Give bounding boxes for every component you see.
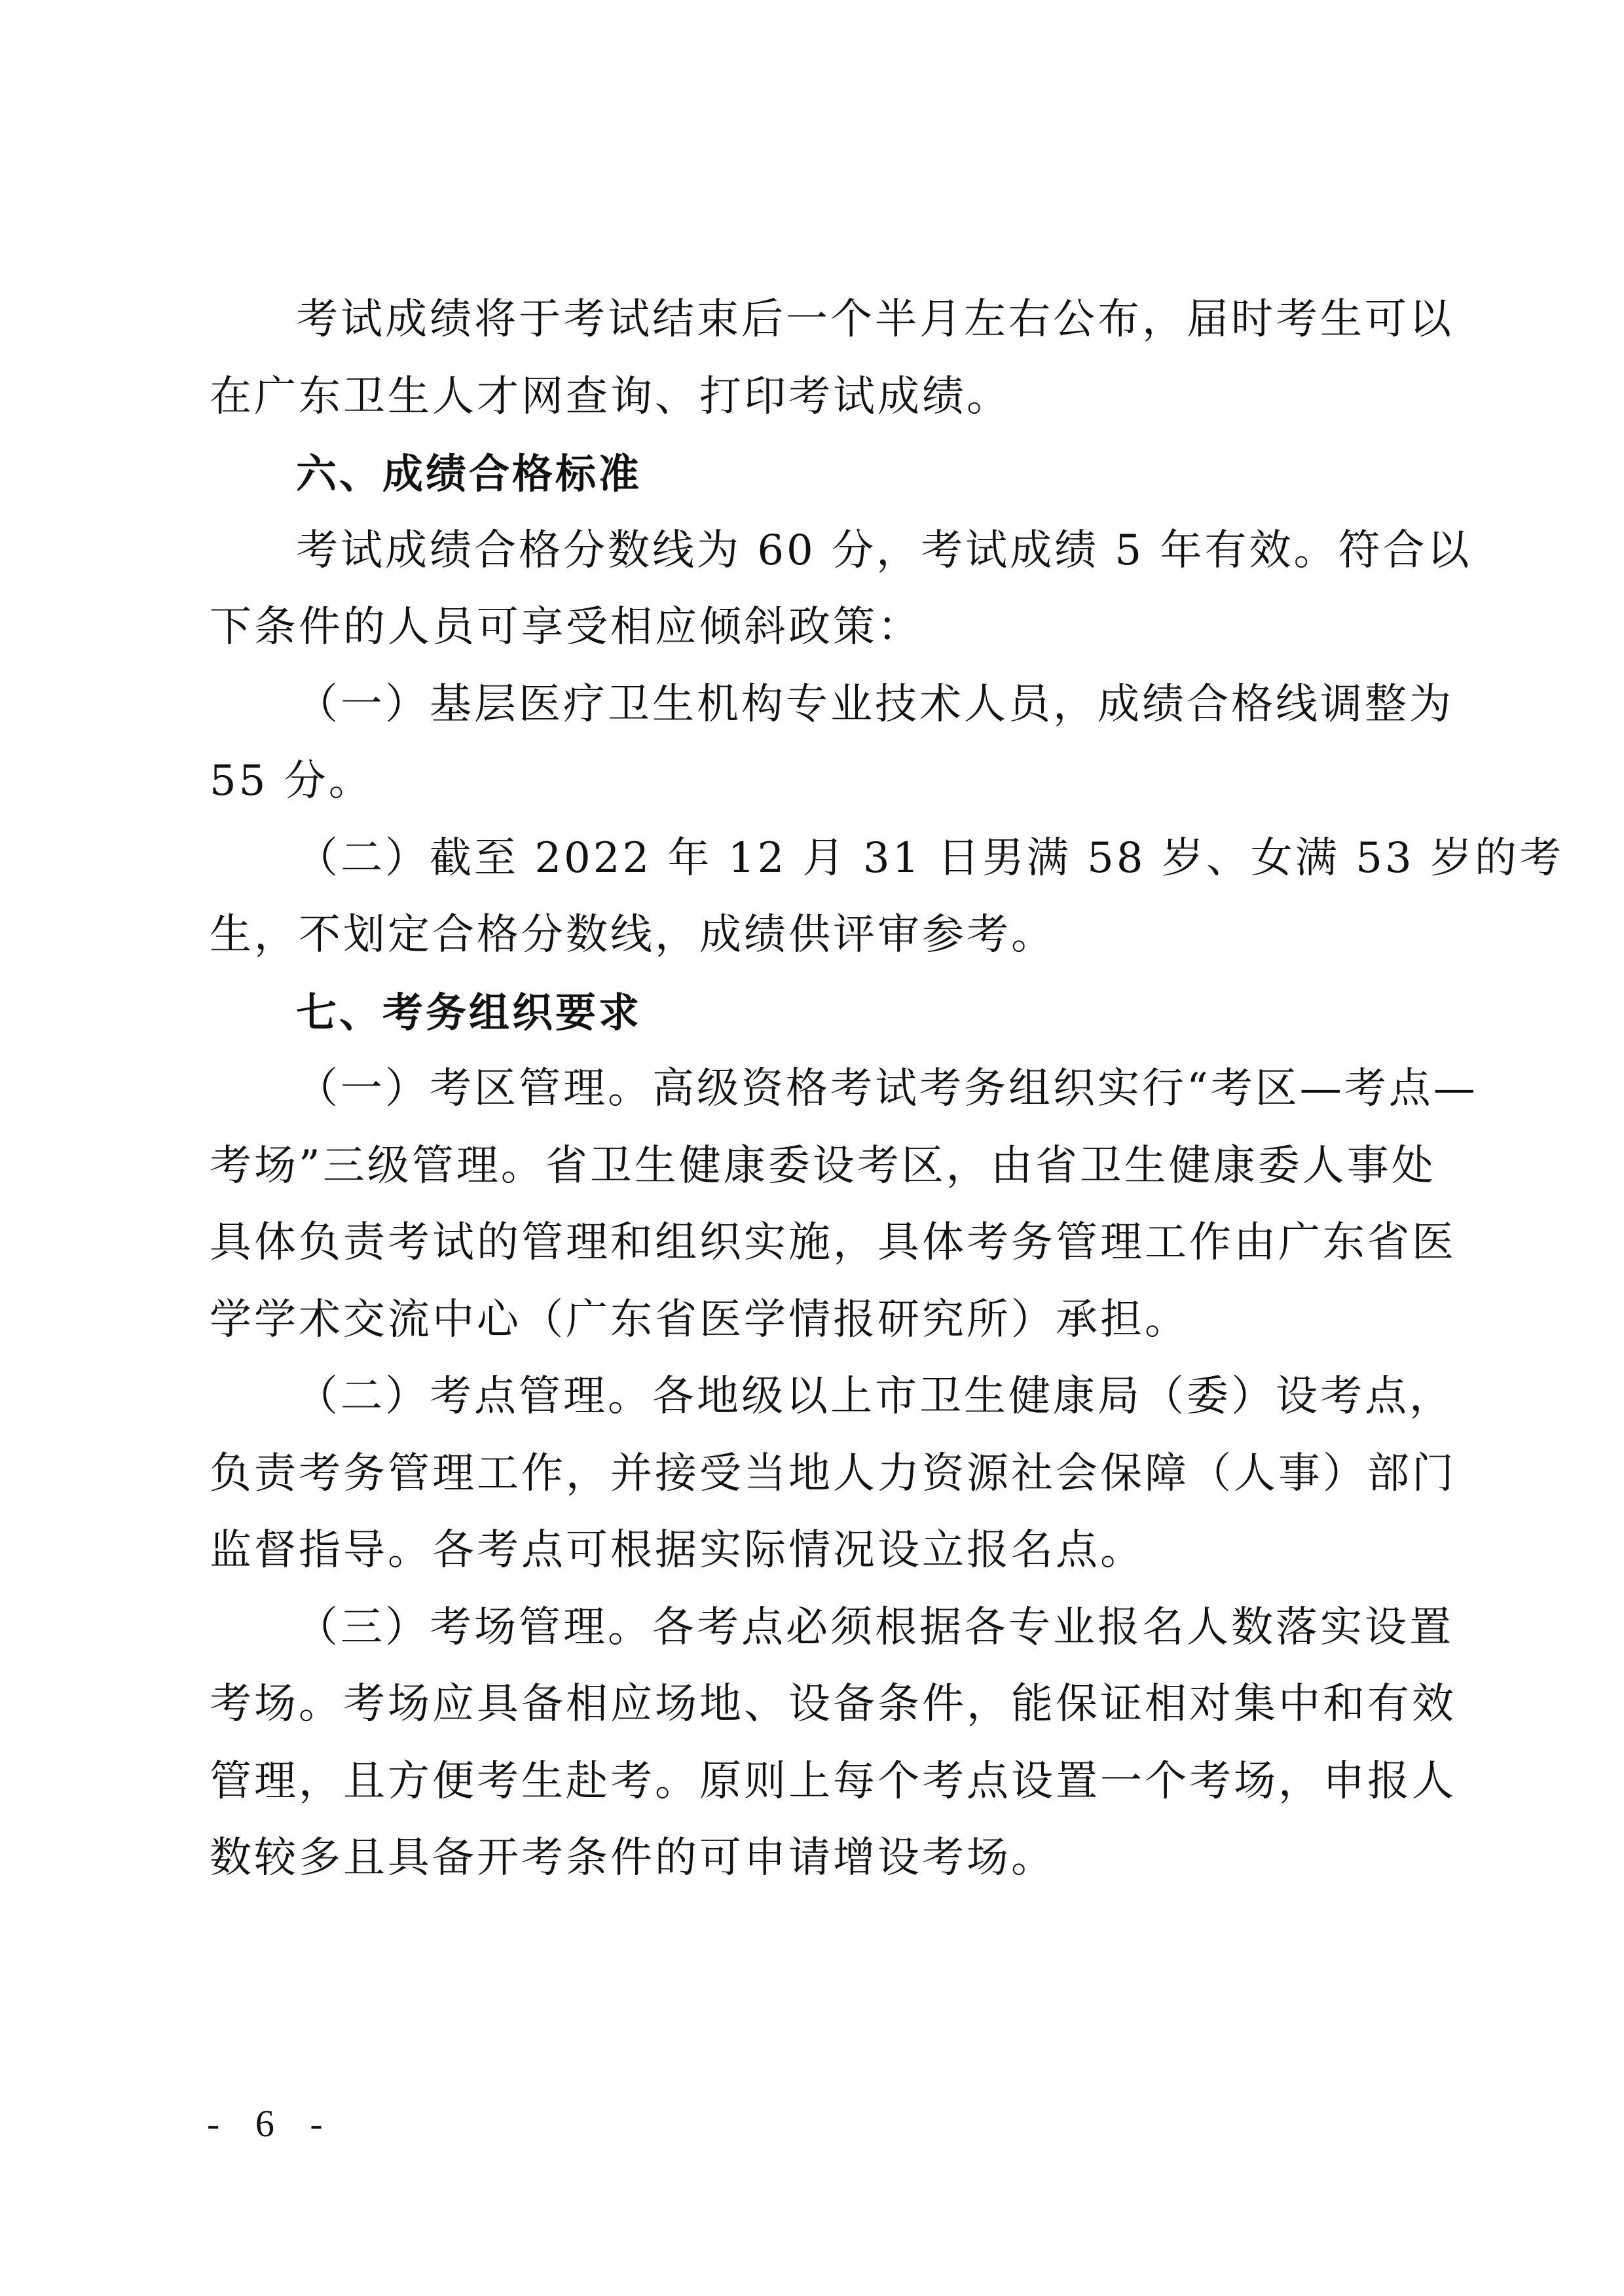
paragraph-line: 管理，且方便考生赴考。原则上每个考点设置一个考场，申报人 <box>210 1757 1456 1806</box>
paragraph-line: 下条件的人员可享受相应倾斜政策： <box>210 603 922 651</box>
paragraph-line: （二）截至 2022 年 12 月 31 日男满 58 岁、女满 53 岁的考 <box>296 833 1564 883</box>
paragraph-line: 学学术交流中心（广东省医学情报研究所）承担。 <box>210 1295 1189 1344</box>
paragraph-line: 考试成绩合格分数线为 60 分，考试成绩 5 年有效。符合以 <box>296 526 1472 575</box>
document-body <box>210 282 1564 1897</box>
page-number: - 6 - <box>207 2102 336 2145</box>
paragraph-line: 考场。考场应具备相应场地、设备条件，能保证相对集中和有效 <box>210 1680 1456 1728</box>
paragraph-line: 负责考务管理工作，并接受当地人力资源社会保障（人事）部门 <box>210 1449 1456 1498</box>
section-heading: 七、考务组织要求 <box>296 988 642 1036</box>
section-heading: 六、成绩合格标准 <box>296 450 642 498</box>
paragraph-line: （二）考点管理。各地级以上市卫生健康局（委）设考点， <box>296 1372 1454 1421</box>
paragraph-line: 数较多且具备开考条件的可申请增设考场。 <box>210 1834 1056 1882</box>
paragraph-line: 监督指导。各考点可根据实际情况设立报名点。 <box>210 1526 1145 1575</box>
paragraph-line: 生，不划定合格分数线，成绩供评审参考。 <box>210 911 1056 959</box>
paragraph-line: 在广东卫生人才网查询、打印考试成绩。 <box>210 372 1011 421</box>
paragraph-line: 具体负责考试的管理和组织实施，具体考务管理工作由广东省医 <box>210 1218 1456 1267</box>
paragraph-line: （三）考场管理。各考点必须根据各专业报名人数落实设置 <box>296 1603 1454 1652</box>
paragraph-line: 考试成绩将于考试结束后一个半月左右公布，届时考生可以 <box>296 295 1454 344</box>
paragraph-line: 考场”三级管理。省卫生健康委设考区，由省卫生健康委人事处 <box>210 1141 1436 1190</box>
paragraph-line: 55 分。 <box>210 757 373 805</box>
paragraph-line: （一）考区管理。高级资格考试考务组织实行“考区—考点— <box>296 1065 1478 1113</box>
paragraph-line: （一）基层医疗卫生机构专业技术人员，成绩合格线调整为 <box>296 680 1454 729</box>
